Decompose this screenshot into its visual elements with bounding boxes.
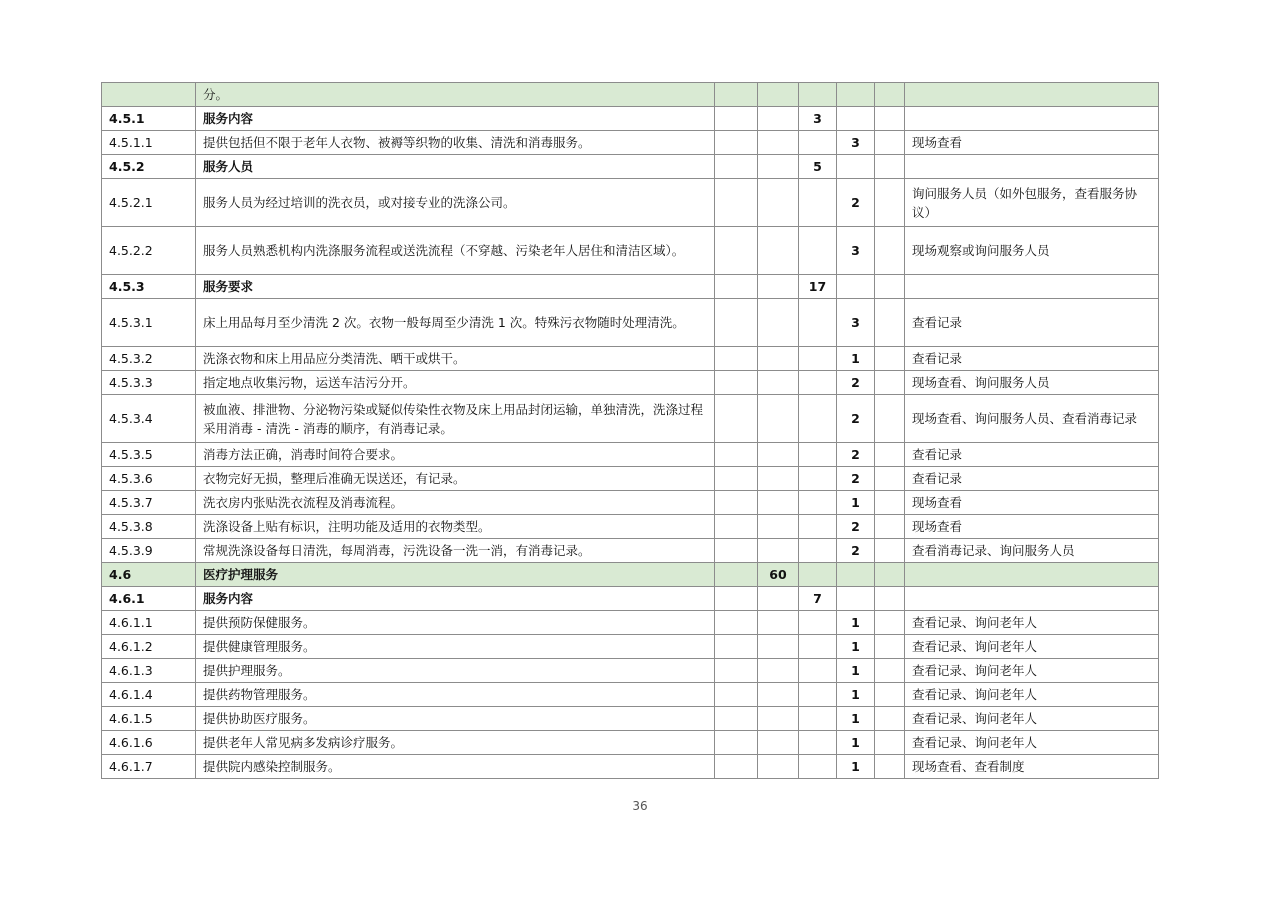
score-col-1-cell [715,467,758,491]
item-content-cell: 洗涤设备上贴有标识，注明功能及适用的衣物类型。 [196,515,715,539]
item-number-cell: 4.5.3.9 [102,539,196,563]
evaluation-method-cell: 现场查看、查看制度 [905,755,1159,779]
score-col-1-cell [715,227,758,275]
table-row [102,179,1159,227]
score-col-2-cell [758,635,799,659]
evaluation-method-cell: 现场查看 [905,491,1159,515]
item-number-cell: 4.6.1.3 [102,659,196,683]
blank-score-cell [875,131,905,155]
evaluation-method-cell [905,563,1159,587]
score-col-4-cell: 1 [837,491,875,515]
item-content-cell: 衣物完好无损，整理后准确无误送还，有记录。 [196,467,715,491]
item-content-cell: 服务人员熟悉机构内洗涤服务流程或送洗流程（不穿越、污染老年人居住和清洁区域）。 [196,227,715,275]
evaluation-method-cell: 查看记录、询问老年人 [905,731,1159,755]
blank-score-cell [875,683,905,707]
score-col-2-cell [758,275,799,299]
score-col-2-cell [758,587,799,611]
score-col-2-cell [758,395,799,443]
item-content-cell: 医疗护理服务 [196,563,715,587]
score-col-3-cell: 5 [799,155,837,179]
score-col-1-cell [715,371,758,395]
score-col-2-cell [758,755,799,779]
score-col-3-cell [799,467,837,491]
score-col-3-cell [799,443,837,467]
item-number-cell: 4.5.3.6 [102,467,196,491]
blank-score-cell [875,611,905,635]
score-col-2-cell [758,179,799,227]
score-col-4-cell: 2 [837,443,875,467]
score-col-3-cell [799,83,837,107]
item-content-cell: 洗涤衣物和床上用品应分类清洗、晒干或烘干。 [196,347,715,371]
score-col-4-cell: 2 [837,179,875,227]
score-col-1-cell [715,155,758,179]
score-col-3-cell [799,539,837,563]
evaluation-method-cell: 现场查看 [905,515,1159,539]
item-content-cell: 提供协助医疗服务。 [196,707,715,731]
score-col-4-cell: 2 [837,539,875,563]
item-number-cell: 4.6.1.6 [102,731,196,755]
item-content-cell: 洗衣房内张贴洗衣流程及消毒流程。 [196,491,715,515]
item-number-cell: 4.5.2.2 [102,227,196,275]
item-number-cell: 4.5.2 [102,155,196,179]
item-content-cell: 服务要求 [196,275,715,299]
score-col-2-cell [758,299,799,347]
score-col-2-cell [758,83,799,107]
score-col-1-cell [715,587,758,611]
score-col-4-cell: 2 [837,515,875,539]
item-number-cell: 4.5.1 [102,107,196,131]
score-col-4-cell: 3 [837,131,875,155]
item-number-cell: 4.5.3.3 [102,371,196,395]
evaluation-method-cell: 查看记录 [905,467,1159,491]
table-row [102,707,1159,731]
score-col-1-cell [715,443,758,467]
item-content-cell: 提供健康管理服务。 [196,635,715,659]
item-number-cell: 4.5.3.2 [102,347,196,371]
item-content-cell: 服务内容 [196,107,715,131]
table-row [102,299,1159,347]
evaluation-method-cell [905,587,1159,611]
score-col-1-cell [715,659,758,683]
score-col-3-cell [799,611,837,635]
item-number-cell: 4.5.1.1 [102,131,196,155]
score-col-3-cell: 17 [799,275,837,299]
item-number-cell: 4.5.3 [102,275,196,299]
score-col-3-cell [799,731,837,755]
score-col-2-cell [758,611,799,635]
score-col-2-cell [758,707,799,731]
evaluation-method-cell: 查看记录 [905,443,1159,467]
score-col-4-cell: 3 [837,299,875,347]
item-number-cell: 4.6.1.5 [102,707,196,731]
table-row [102,683,1159,707]
score-col-4-cell: 3 [837,227,875,275]
evaluation-method-cell: 查看记录 [905,347,1159,371]
score-col-2-cell [758,107,799,131]
score-col-4-cell: 1 [837,755,875,779]
evaluation-method-cell: 现场观察或询问服务人员 [905,227,1159,275]
evaluation-method-cell: 现场查看、询问服务人员 [905,371,1159,395]
item-content-cell: 常规洗涤设备每日清洗，每周消毒，污洗设备一洗一消，有消毒记录。 [196,539,715,563]
evaluation-method-cell [905,107,1159,131]
score-col-3-cell [799,491,837,515]
item-number-cell: 4.5.2.1 [102,179,196,227]
score-col-1-cell [715,731,758,755]
table-row [102,611,1159,635]
item-content-cell: 床上用品每月至少清洗 2 次。衣物一般每周至少清洗 1 次。特殊污衣物随时处理清洗。 [196,299,715,347]
score-col-1-cell [715,131,758,155]
score-col-2-cell [758,539,799,563]
table-row [102,563,1159,587]
score-col-2-cell [758,731,799,755]
table-row [102,275,1159,299]
evaluation-method-cell: 查看记录、询问老年人 [905,707,1159,731]
table-row [102,467,1159,491]
score-col-1-cell [715,395,758,443]
blank-score-cell [875,179,905,227]
table-row [102,107,1159,131]
score-col-2-cell [758,371,799,395]
table-row [102,491,1159,515]
score-col-4-cell: 1 [837,659,875,683]
score-col-1-cell [715,611,758,635]
score-col-1-cell [715,107,758,131]
score-col-3-cell [799,371,837,395]
blank-score-cell [875,755,905,779]
blank-score-cell [875,587,905,611]
score-col-1-cell [715,347,758,371]
score-col-2-cell [758,491,799,515]
blank-score-cell [875,563,905,587]
item-content-cell: 提供老年人常见病多发病诊疗服务。 [196,731,715,755]
table-row [102,371,1159,395]
table-row [102,731,1159,755]
score-col-1-cell [715,179,758,227]
table-body [102,83,1159,779]
score-col-4-cell: 1 [837,707,875,731]
item-number-cell: 4.6.1.7 [102,755,196,779]
table-row [102,587,1159,611]
table-row [102,395,1159,443]
score-col-4-cell: 2 [837,395,875,443]
blank-score-cell [875,371,905,395]
score-col-4-cell: 1 [837,611,875,635]
item-number-cell: 4.5.3.5 [102,443,196,467]
item-number-cell: 4.5.3.7 [102,491,196,515]
blank-score-cell [875,83,905,107]
table-row [102,347,1159,371]
score-col-3-cell: 7 [799,587,837,611]
evaluation-method-cell: 现场查看 [905,131,1159,155]
scoring-table [101,82,1159,779]
blank-score-cell [875,347,905,371]
table-row [102,755,1159,779]
score-col-1-cell [715,755,758,779]
score-col-2-cell [758,155,799,179]
score-col-2-cell [758,467,799,491]
item-content-cell: 消毒方法正确，消毒时间符合要求。 [196,443,715,467]
evaluation-method-cell: 查看记录、询问老年人 [905,659,1159,683]
blank-score-cell [875,491,905,515]
table-row [102,515,1159,539]
score-col-2-cell [758,443,799,467]
table-row [102,443,1159,467]
blank-score-cell [875,635,905,659]
score-col-3-cell [799,659,837,683]
blank-score-cell [875,659,905,683]
item-content-cell: 服务人员 [196,155,715,179]
score-col-3-cell [799,179,837,227]
evaluation-method-cell: 查看记录 [905,299,1159,347]
blank-score-cell [875,731,905,755]
evaluation-method-cell: 查看记录、询问老年人 [905,635,1159,659]
blank-score-cell [875,467,905,491]
item-content-cell: 提供院内感染控制服务。 [196,755,715,779]
score-col-3-cell [799,395,837,443]
evaluation-method-cell [905,155,1159,179]
table-row [102,659,1159,683]
item-number-cell: 4.6.1.1 [102,611,196,635]
score-col-1-cell [715,83,758,107]
item-number-cell: 4.6.1.4 [102,683,196,707]
evaluation-method-cell [905,275,1159,299]
score-col-4-cell [837,155,875,179]
blank-score-cell [875,275,905,299]
item-number-cell: 4.6.1.2 [102,635,196,659]
score-col-4-cell: 2 [837,467,875,491]
score-col-2-cell [758,659,799,683]
item-content-cell: 提供预防保健服务。 [196,611,715,635]
score-col-4-cell [837,275,875,299]
table-row [102,83,1159,107]
evaluation-method-cell [905,83,1159,107]
score-col-2-cell [758,683,799,707]
table-row [102,539,1159,563]
item-number-cell: 4.5.3.1 [102,299,196,347]
blank-score-cell [875,707,905,731]
item-number-cell: 4.5.3.8 [102,515,196,539]
item-number-cell: 4.6 [102,563,196,587]
blank-score-cell [875,299,905,347]
score-col-2-cell [758,131,799,155]
page-number: 36 [632,799,648,813]
blank-score-cell [875,227,905,275]
evaluation-method-cell: 查看消毒记录、询问服务人员 [905,539,1159,563]
score-col-4-cell [837,107,875,131]
score-col-4-cell: 2 [837,371,875,395]
score-col-3-cell [799,515,837,539]
evaluation-method-cell: 询问服务人员（如外包服务，查看服务协议） [905,179,1159,227]
evaluation-method-cell: 查看记录、询问老年人 [905,611,1159,635]
score-col-1-cell [715,683,758,707]
score-col-4-cell: 1 [837,731,875,755]
score-col-4-cell: 1 [837,347,875,371]
table-row [102,155,1159,179]
score-col-4-cell [837,587,875,611]
score-col-4-cell [837,563,875,587]
table-row [102,131,1159,155]
score-col-3-cell [799,227,837,275]
item-content-cell: 被血液、排泄物、分泌物污染或疑似传染性衣物及床上用品封闭运输，单独清洗，洗涤过程采用消毒 - 清洗 - 消毒的顺序，有消毒记录。 [196,395,715,443]
table-row [102,635,1159,659]
item-number-cell: 4.5.3.4 [102,395,196,443]
score-col-3-cell [799,563,837,587]
score-col-3-cell [799,347,837,371]
score-col-3-cell [799,635,837,659]
score-col-4-cell: 1 [837,683,875,707]
evaluation-method-cell: 查看记录、询问老年人 [905,683,1159,707]
score-col-1-cell [715,707,758,731]
score-col-3-cell [799,683,837,707]
item-content-cell: 服务内容 [196,587,715,611]
item-content-cell: 提供包括但不限于老年人衣物、被褥等织物的收集、清洗和消毒服务。 [196,131,715,155]
blank-score-cell [875,515,905,539]
score-col-3-cell: 3 [799,107,837,131]
item-content-cell: 服务人员为经过培训的洗衣员，或对接专业的洗涤公司。 [196,179,715,227]
score-col-3-cell [799,299,837,347]
blank-score-cell [875,443,905,467]
blank-score-cell [875,107,905,131]
item-number-cell [102,83,196,107]
score-col-2-cell [758,347,799,371]
score-col-1-cell [715,491,758,515]
score-col-3-cell [799,131,837,155]
score-col-3-cell [799,707,837,731]
item-content-cell: 指定地点收集污物，运送车洁污分开。 [196,371,715,395]
item-content-cell: 分。 [196,83,715,107]
score-col-4-cell [837,83,875,107]
blank-score-cell [875,539,905,563]
score-col-1-cell [715,635,758,659]
blank-score-cell [875,155,905,179]
score-col-2-cell: 60 [758,563,799,587]
score-col-4-cell: 1 [837,635,875,659]
item-number-cell: 4.6.1 [102,587,196,611]
table-row [102,227,1159,275]
item-content-cell: 提供护理服务。 [196,659,715,683]
score-col-3-cell [799,755,837,779]
score-col-2-cell [758,515,799,539]
evaluation-method-cell: 现场查看、询问服务人员、查看消毒记录 [905,395,1159,443]
score-col-1-cell [715,539,758,563]
score-col-1-cell [715,275,758,299]
score-col-1-cell [715,515,758,539]
score-col-1-cell [715,299,758,347]
score-col-1-cell [715,563,758,587]
item-content-cell: 提供药物管理服务。 [196,683,715,707]
score-col-2-cell [758,227,799,275]
blank-score-cell [875,395,905,443]
